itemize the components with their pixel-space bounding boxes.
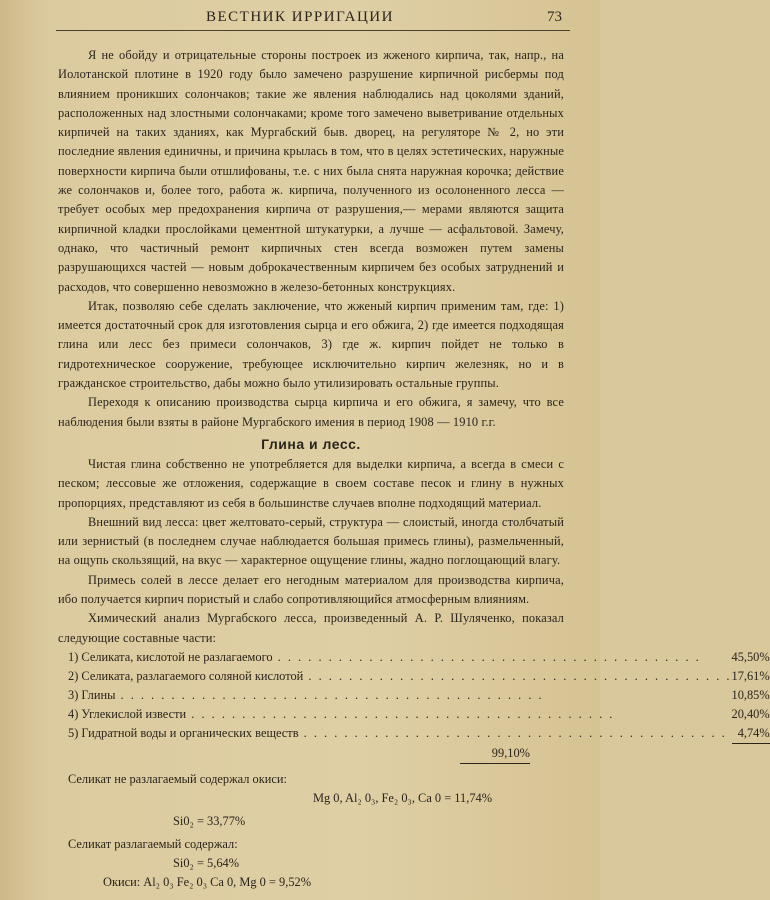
paragraph: Химический анализ Мургабского лесса, произведенный А. Р. Шуляченко, показал следующие составные части:: [58, 611, 564, 645]
section-title: Глина и лесс.: [261, 435, 361, 452]
component-label: 1) Селиката, кислотой не разлагаемого . . .: [68, 648, 732, 667]
silicate-line: Селикат разлагаемый содержал:: [68, 836, 238, 851]
component-value: 17,61%: [731, 668, 770, 683]
journal-title: ВЕСТНИК ИРРИГАЦИИ: [206, 9, 394, 25]
composition-total: 99,10%: [460, 744, 530, 764]
table-row: [68, 648, 770, 667]
component-value: 10,85%: [731, 687, 770, 702]
component-value: 4,74%: [732, 724, 770, 744]
table-row: [68, 724, 770, 744]
oxides-formula: Окиси: Al₂ 0₃ Fe₂ 0₃ Ca 0, Mg 0 = 9,52%: [103, 874, 312, 889]
component-label: 5) Гидратной воды и органических веществ . . .: [68, 724, 732, 744]
oxides-formula: Mg 0, Al₂ 0₃, Fe₂ 0₃, Ca 0 = 11,74%: [313, 790, 493, 805]
running-header: [56, 8, 570, 31]
table-row: [68, 686, 770, 705]
paragraph: Переходя к описанию производства сырца кирпича и его обжига, я замечу, что все наблюдения были взяты в районе Мургабского имения в период 1908 — 1910 г.г.: [58, 395, 564, 429]
component-value: 20,40%: [731, 706, 770, 721]
component-label: 2) Селиката, разлагаемого соляной кислотой . . .: [68, 667, 732, 686]
table-row: [68, 667, 770, 686]
sio2-formula: Si0₂ = 5,64%: [173, 855, 240, 870]
paragraph: Примесь солей в лессе делает его негодным материалом для производства кирпича, ибо получается кирпич пористый и слабо сопротивляющийся атмосферным влияниям.: [58, 572, 564, 607]
composition-table: [68, 648, 770, 744]
sio2-formula: Si0₂ = 33,77%: [173, 813, 246, 828]
silicate-line: Селикат не разлагаемый содержал окиси:: [68, 771, 287, 786]
component-label: 3) Глины . . .: [68, 686, 732, 705]
paragraph: Я не обойду и отрицательные стороны построек из жженого кирпича, так, напр., на Иолотанской плотине в 1920 году было замечено разрушение кирпичной рисбермы под влиянием проникших солончаков; такие же явления наблюдались над цоколями зданий, расположенных над злостными солончаками; кроме того замечено выветривание отдельных кирпичей на таких зданиях, как Мургабский быв. дворец, на регуляторе № 2, но эти последние явления единичны, и причина крылась в том, что в целях эстетических, наружные поверхности кирпича были отшлифованы, т.е. с них была снята наружная корочка; действие же солончаков и, более того, работа ж. кирпича, полученного из осолоненного лесса — требует особых мер предохранения кирпича от разрушения,— мерами являются защита кирпичной кладки прослойками цементной штукатурки, а лучше — асфальтовой. Замечу, однако, что частичный ремонт кирпичных стен всегда возможен путем замены разрушающихся частей — новым доброкачественным кирпичем без особых затруднений и расходов, что совершенно невозможно в железо-бетонных конструкциях.: [58, 48, 564, 294]
table-row: [68, 705, 770, 724]
component-label: 4) Углекислой извести . . .: [68, 705, 732, 724]
component-value: 45,50%: [731, 649, 770, 664]
page-number: 73: [547, 9, 562, 25]
paragraph: Внешний вид лесса: цвет желтовато-серый, структура — слоистый, иногда столбчатый или зернистый (в последнем случае наблюдается большая примесь глины), размельченный, на ощупь скользящий, на вкус — характерное ощущение глины, жадно поглощающий влагу.: [58, 514, 564, 568]
paragraph: Чистая глина собственно не употребляется для выделки кирпича, а всегда в смеси с песком; лессовые же отложения, содержащие в своем составе песок и глину в нужных пропорциях, представляют из себя в большинстве случаев вполне подходящий материал.: [58, 456, 564, 510]
paragraph: Итак, позволяю себе сделать заключение, что жженый кирпич применим там, где: 1) имеется достаточный срок для изготовления сырца и его обжига, 2) где имеется подходящая глина или лесс без примеси солончаков, 3) где ж. кирпич пойдет не только в гидротехническое сооружение, требующее исключительно кирпич железняк, но и в гражданское строительство, дабы можно было утилизировать остальные группы.: [58, 298, 564, 391]
article-body: [58, 46, 770, 892]
